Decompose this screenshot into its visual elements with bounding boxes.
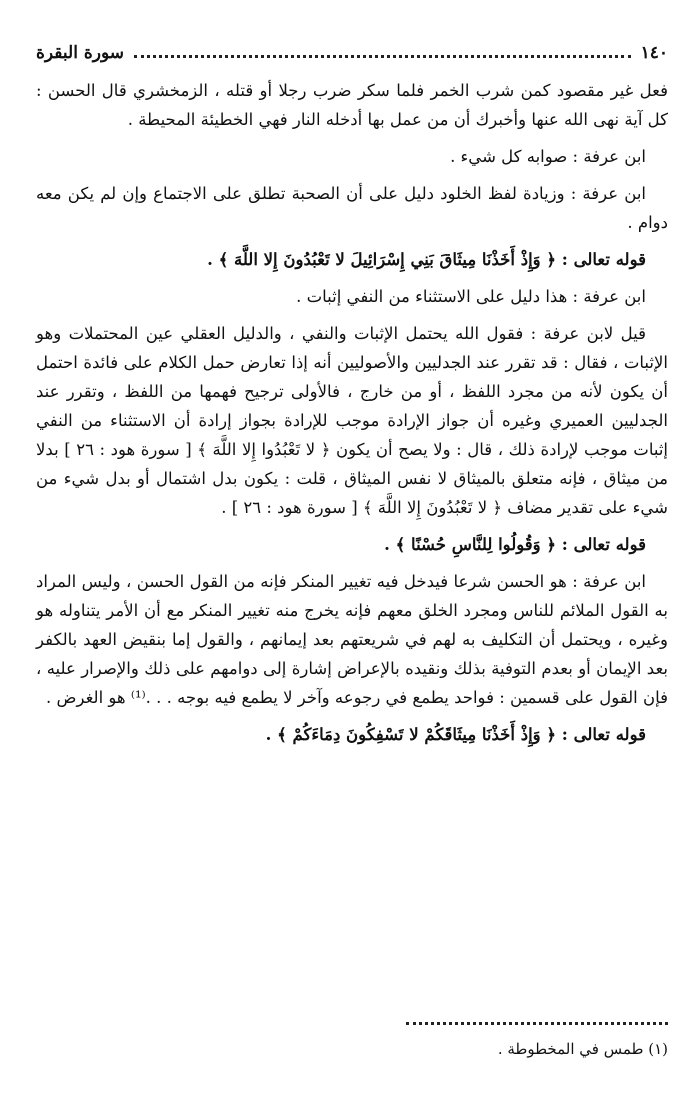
manuscript-page (36, 38, 668, 757)
paragraph-verse-mithaq: قوله تعالى : ﴿ وَإِذْ أَخَذْنَا مِيثَاقَ بَنِي إِسْرَائِيلَ لا تَعْبُدُونَ إِلا اللَّهَ ﴾ . (207, 250, 646, 269)
footnotes (36, 1022, 668, 1061)
paragraph-ibn-arafa-correction: ابن عرفة : صوابه كل شيء . (450, 147, 646, 166)
footnote-dotted-rule (406, 1022, 668, 1025)
paragraph-verse-dima: قوله تعالى : ﴿ وَإِذْ أَخَذْنَا مِيثَاقَكُمْ لا تَسْفِكُونَ دِمَاءَكُمْ ﴾ . (265, 725, 646, 744)
header-dotted-rule (134, 55, 631, 58)
paragraph-verse-husna: قوله تعالى : ﴿ وَقُولُوا لِلنَّاسِ حُسْنًا ﴾ . (384, 535, 646, 554)
running-header (36, 38, 668, 68)
paragraph-discussion-jadaliyyin: قيل لابن عرفة : فقول الله يحتمل الإثبات والنفي ، والدليل العقلي عين المحتملات وهو الإثبات ، فقال : قد تقرر عند الجدليين والأصوليين أنه إذا تعارض حمل الكلام على فائدة احتمل أن يكون لأنه من مجرد اللفظ ، أو من خارج ، فالأولى ترجيح فهمها من اللفظ ، وتقرر عند الجدليين العميري وغيره أن جواز الإرادة موجب للإرادة بجواز إرادة أن الاستثناء من النفي إثبات موجب لإرادة ذلك ، قال : ولا يصح أن يكون ﴿ لا تَعْبُدُوا إِلا اللَّهَ ﴾ [ سورة هود : ٢٦ ] بدلا من ميثاق ، فإنه متعلق بالميثاق لا نفس الميثاق ، قلت : يكون بدل اشتمال أو بدل شيء من شيء على تقدير مضاف ﴿ لا تَعْبُدُونَ إِلا اللَّهَ ﴾ [ سورة هود : ٢٦ ] . (36, 324, 669, 517)
paragraph-ibn-arafa-istithna: ابن عرفة : هذا دليل على الاستثناء من النفي إثبات . (296, 287, 646, 306)
page-body (36, 76, 668, 749)
page-number: ١٤٠ (640, 43, 668, 63)
surah-title: سورة البقرة (36, 43, 124, 63)
paragraph-zamakhshari-quote: فعل غير مقصود كمن شرب الخمر فلما سكر ضرب رجلا أو قتله ، الزمخشري قال الحسن : كل آية نهى الله عنها وأخبرك أن من عمل بها أدخله النار فهي الخطيئة المحيطة . (36, 81, 668, 129)
footnote-1: (١) طمس في المخطوطة . (497, 1040, 668, 1058)
paragraph-ibn-arafa-khulud: ابن عرفة : وزيادة لفظ الخلود دليل على أن الصحبة تطلق على الاجتماع وإن لم يكن معه دوام . (36, 184, 668, 232)
paragraph-ibn-arafa-hasan: ابن عرفة : هو الحسن شرعا فيدخل فيه تغيير المنكر فإنه من القول الحسن ، وليس المراد به القول الملائم للناس ومجرد الخلق معهم فإنه يخرج منه تغيير المنكر مع أن الأمر يتناوله هو وغيره ، ويحتمل أن التكليف به لهم في شريعتهم بعد إيمانهم ، والقول إما بنقيض العهد بالكفر بعد الإيمان أو بعدم التوفية بذلك ونقيده بالإعراض إشارة إلى دوامهم على ذلك والإصرار عليه ، فإن القول على قسمين : فواحد يطمع في رجوعه وآخر لا يطمع فيه بوجه . . .⁽¹⁾ هو الغرض . (36, 572, 668, 707)
